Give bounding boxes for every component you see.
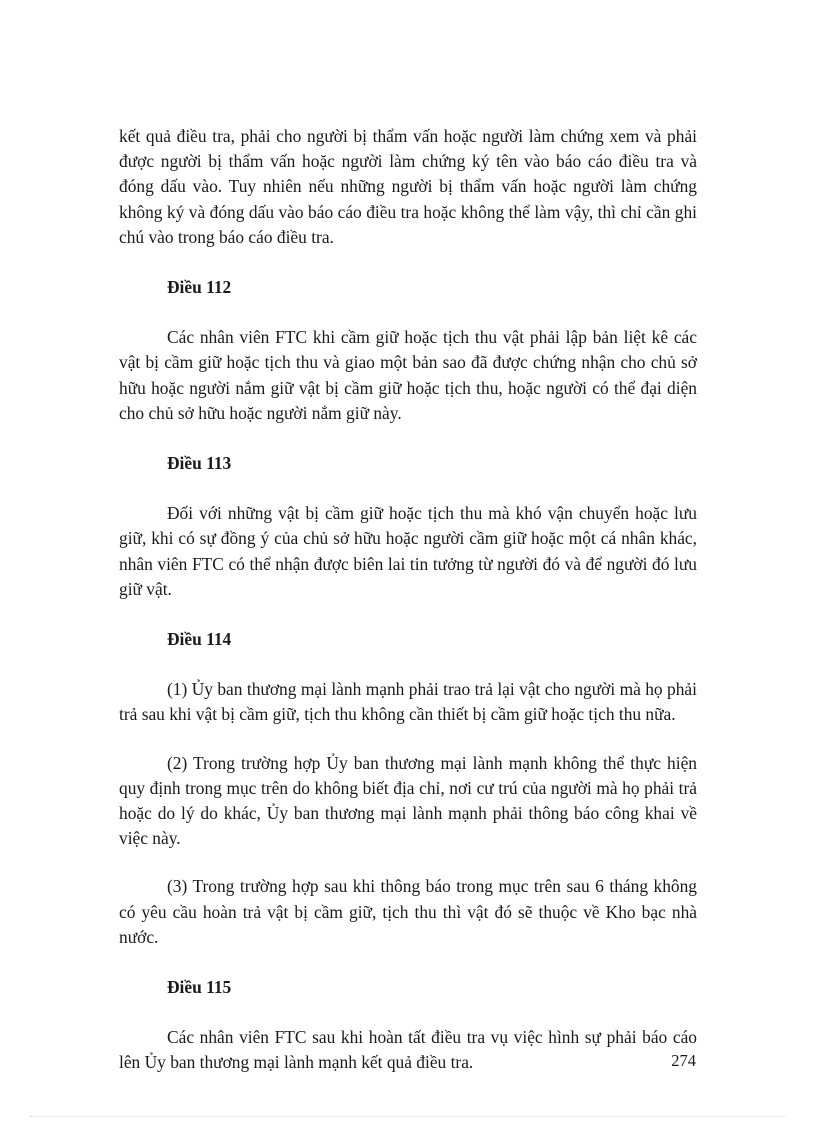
- article-heading: Điều 114: [167, 629, 232, 650]
- page-bottom-divider: [30, 1116, 786, 1117]
- page-number: 274: [671, 1051, 696, 1070]
- article-paragraph: Đối với những vật bị cầm giữ hoặc tịch thu mà khó vận chuyển hoặc lưu giữ, khi có sự đồng ý của chủ sở hữu hoặc người cầm giữ hoặc một cá nhân khác, nhân viên FTC có thể nhận được biên lai tin tưởng từ người đó và để người đó lưu giữ vật.: [119, 503, 697, 599]
- intro-paragraph: kết quả điều tra, phải cho người bị thẩm vấn hoặc người làm chứng xem và phải được người bị thẩm vấn hoặc người làm chứng ký tên vào báo cáo điều tra và đóng dấu vào. Tuy nhiên nếu những người bị thẩm vấn hoặc người làm chứng không ký và đóng dấu vào báo cáo điều tra hoặc không thể làm vậy, thì chỉ cần ghi chú vào trong báo cáo điều tra.: [119, 126, 697, 247]
- article-paragraph: Các nhân viên FTC sau khi hoàn tất điều tra vụ việc hình sự phải báo cáo lên Ủy ban thương mại lành mạnh kết quả điều tra.: [119, 1027, 697, 1073]
- article-heading: Điều 115: [167, 977, 232, 998]
- article-heading: Điều 112: [167, 277, 232, 298]
- document-page: [119, 124, 697, 1076]
- article-clause: (2) Trong trường hợp Ủy ban thương mại lành mạnh không thể thực hiện quy định trong mục trên do không biết địa chỉ, nơi cư trú của người mà họ phải trả hoặc do lý do khác, Ủy ban thương mại lành mạnh phải thông báo công khai về việc này.: [119, 752, 697, 849]
- article-paragraph: Các nhân viên FTC khi cầm giữ hoặc tịch thu vật phải lập bản liệt kê các vật bị cầm giữ hoặc tịch thu và giao một bản sao đã được chứng nhận cho chủ sở hữu hoặc người nắm giữ vật bị cầm giữ hoặc tịch thu, hoặc người có thể đại diện cho chủ sở hữu hoặc người nắm giữ này.: [119, 327, 697, 423]
- article-clause: (1) Ủy ban thương mại lành mạnh phải trao trả lại vật cho người mà họ phải trả sau khi vật bị cầm giữ, tịch thu không cần thiết bị cầm giữ hoặc tịch thu nữa.: [119, 679, 697, 725]
- article-heading: Điều 113: [167, 453, 232, 474]
- article-clause: (3) Trong trường hợp sau khi thông báo trong mục trên sau 6 tháng không có yêu cầu hoàn trả vật bị cầm giữ, tịch thu thì vật đó sẽ thuộc về Kho bạc nhà nước.: [119, 876, 697, 947]
